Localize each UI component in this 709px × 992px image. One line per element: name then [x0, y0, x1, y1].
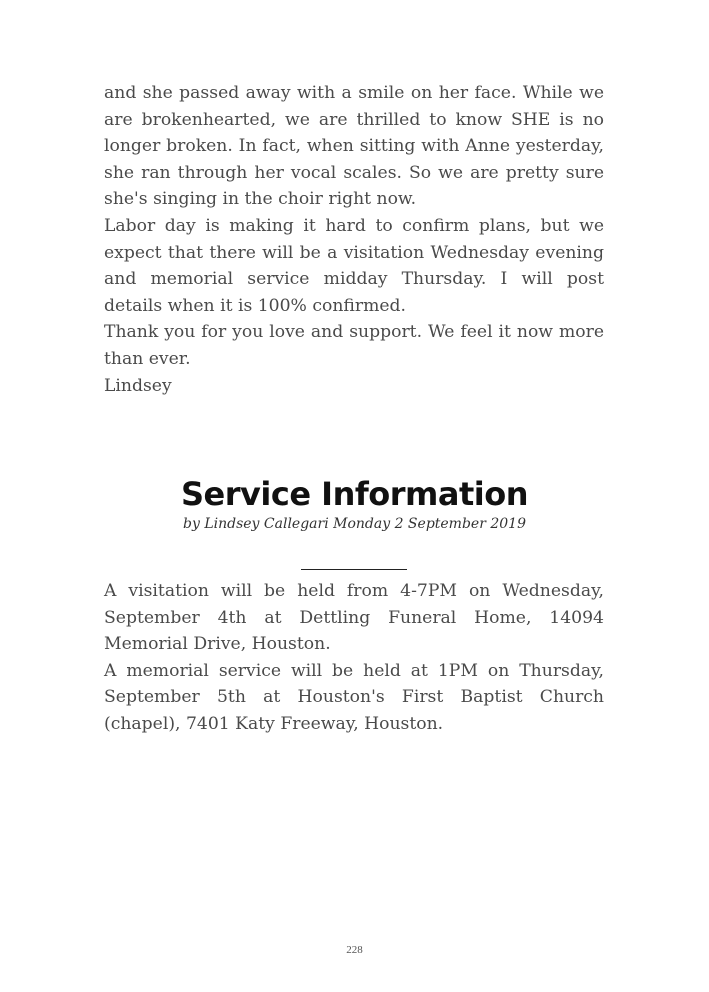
service-paragraph: A visitation will be held from 4-7PM on Wednesday, September 4th at Dettling Funeral Home, 14094 Memorial Drive, Houston. — [104, 581, 604, 655]
entry-paragraph: Labor day is making it hard to confirm plans, but we expect that there will be a visitation Wednesday evening and memorial service midday Thursday. I will post details when it is 100% confirmed. — [104, 215, 604, 316]
title-divider — [301, 569, 407, 570]
service-information-body — [104, 578, 604, 738]
entry-paragraph: Thank you for you love and support. We feel it now more than ever. — [104, 322, 604, 369]
service-paragraph: A memorial service will be held at 1PM on Thursday, September 5th at Houston's First Baptist Church (chapel), 7401 Katy Freeway, Houston. — [104, 660, 604, 734]
journal-entry-continuation — [104, 80, 604, 399]
entry-paragraph: and she passed away with a smile on her face. While we are brokenhearted, we are thrilled to know SHE is no longer broken. In fact, when sitting with Anne yesterday, she ran through her vocal scales. So we are pretty sure she's singing in the choir right now. — [104, 83, 604, 210]
entry-signature: Lindsey — [104, 375, 172, 396]
page-number: 228 — [346, 944, 363, 956]
section-title: Service Information — [180, 475, 528, 513]
section-byline: by Lindsey Callegari Monday 2 September 2019 — [183, 516, 526, 532]
